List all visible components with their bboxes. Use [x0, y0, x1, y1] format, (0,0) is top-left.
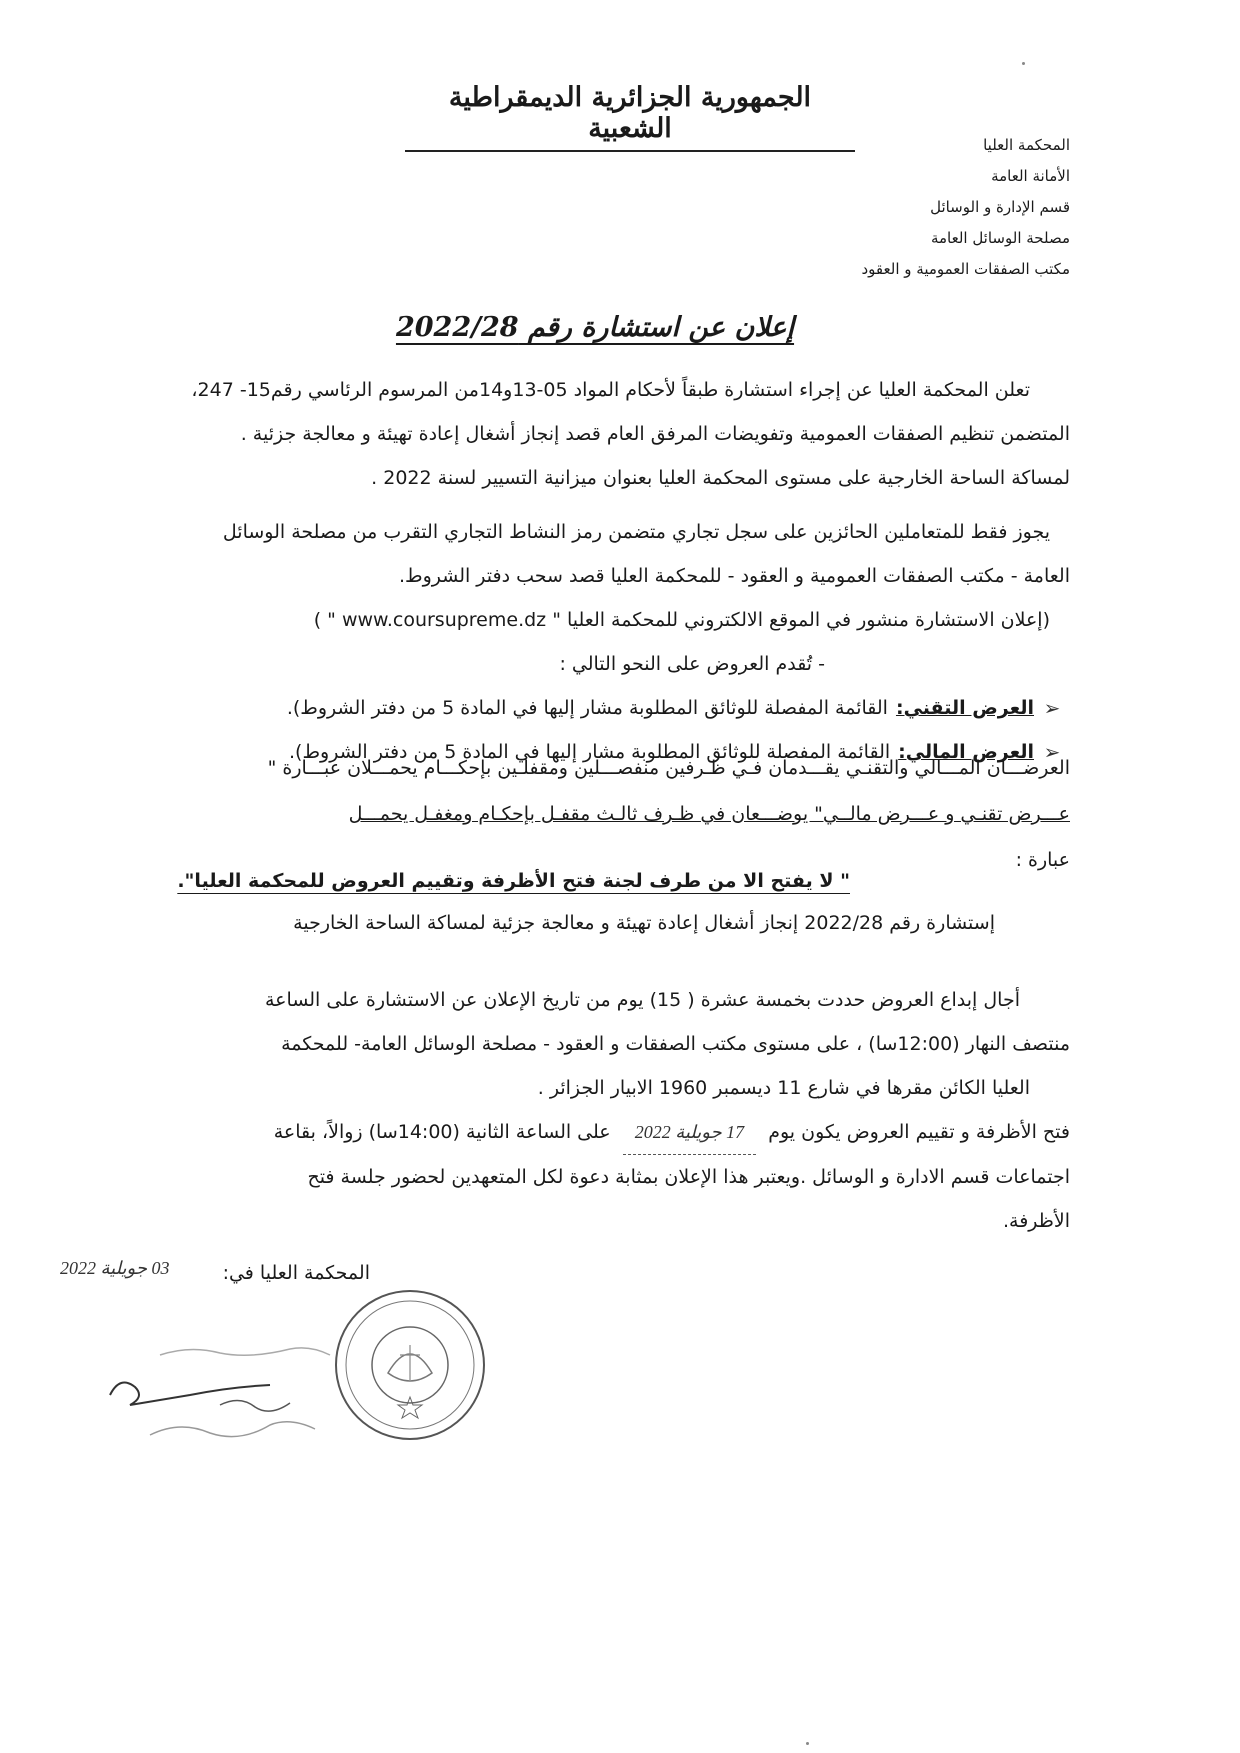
republic-heading: الجمهورية الجزائرية الديمقراطية الشعبية: [405, 82, 855, 152]
pointer-arrow-icon: ➢: [1043, 740, 1061, 764]
offer-text: القائمة المفصلة للوثائق المطلوبة مشار إليها في المادة 5 من دفتر الشروط).: [289, 741, 891, 763]
org-line: مكتب الصفقات العمومية و العقود: [861, 260, 1070, 278]
envelopes-line: عـــرض تقنـي و عـــرض مالــي" يوضـــعان في ظـرف ثالـث مقفـل بإحكـام ومغفـل يحمـــل: [348, 803, 1070, 825]
scan-speck: [1022, 62, 1025, 65]
publication-text: (إعلان الاستشارة منشور في الموقع الالكتروني للمحكمة العليا " www.coursupreme.dz " ): [313, 609, 1050, 631]
signoff-place: المحكمة العليا في:: [222, 1262, 370, 1284]
opening-text: فتح الأظرفة و تقييم العروض يكون يوم: [768, 1121, 1070, 1143]
deadline-line: أجال إبداع العروض حددت بخمسة عشرة ( 15) يوم من تاريخ الإعلان عن الاستشارة على الساعة: [265, 989, 1020, 1011]
consultation-subject: إستشارة رقم 2022/28 إنجاز أشغال إعادة تهيئة و معالجة جزئية لمساكة الساحة الخارجية: [293, 912, 995, 934]
handwritten-opening-date: 17 جويلية 2022: [623, 1110, 756, 1155]
eligibility-paragraph: [140, 510, 1070, 598]
envelope-inscription: " لا يفتح الا من طرف لجنة فتح الأظرفة وتقييم العروض للمحكمة العليا".: [177, 870, 850, 892]
intro-line: تعلن المحكمة العليا عن إجراء استشارة طبقاً لأحكام المواد 05-13و14من المرسوم الرئاسي رقم15- 247،: [191, 379, 1030, 401]
opening-line: اجتماعات قسم الادارة و الوسائل .ويعتبر هذا الإعلان بمثابة دعوة لكل المتعهدين لحضور جلسة فتح: [307, 1166, 1070, 1188]
org-line: المحكمة العليا: [983, 136, 1070, 154]
envelopes-line: عبارة :: [1015, 849, 1070, 871]
offer-text: القائمة المفصلة للوثائق المطلوبة مشار إليها في المادة 5 من دفتر الشروط).: [286, 697, 888, 719]
signature-icon: [100, 1325, 350, 1465]
announcement-title: إعلان عن استشارة رقم 2022/28: [395, 312, 795, 343]
opening-line: [140, 1110, 1070, 1155]
eligibility-line: يجوز فقط للمتعاملين الحائزين على سجل تجاري متضمن رمز النشاط التجاري التقرب من مصلحة الوسائل: [222, 521, 1050, 543]
signoff-date: 03 جويلية 2022: [60, 1258, 170, 1278]
deadline-paragraph: [140, 978, 1070, 1110]
offers-intro: - تُقدم العروض على النحو التالي :: [559, 653, 825, 675]
scan-speck: [806, 1742, 809, 1745]
envelopes-line: العرضـــان المـــالي والتقنـي يقـــدمان فـي ظـرفين منفصـــلين ومقفلـين بإحكـــام يحمـــلان عبـــارة ": [267, 757, 1070, 779]
pointer-arrow-icon: ➢: [1043, 696, 1061, 720]
intro-line: لمساكة الساحة الخارجية على مستوى المحكمة العليا بعنوان ميزانية التسيير لسنة 2022 .: [371, 467, 1070, 489]
org-line: مصلحة الوسائل العامة: [930, 229, 1070, 247]
official-stamp-icon: [330, 1285, 490, 1445]
opening-text: على الساعة الثانية (14:00سا) زوالاً، بقاعة: [273, 1121, 611, 1143]
envelopes-paragraph: [140, 745, 1070, 883]
intro-paragraph: [140, 368, 1070, 500]
offer-label: العرض التقني:: [895, 697, 1034, 719]
offer-label: العرض المالي:: [898, 741, 1034, 763]
opening-paragraph: [140, 1110, 1070, 1243]
org-line: قسم الإدارة و الوسائل: [930, 198, 1070, 216]
organization-block: [862, 130, 1071, 285]
deadline-line: منتصف النهار (12:00سا) ، على مستوى مكتب الصفقات و العقود - مصلحة الوسائل العامة- للمحكمة: [281, 1033, 1070, 1055]
offer-item: [140, 686, 1070, 730]
publication-note: [140, 598, 1070, 642]
deadline-line: العليا الكائن مقرها في شارع 11 ديسمبر 1960 الابيار الجزائر .: [537, 1077, 1030, 1099]
eligibility-line: العامة - مكتب الصفقات العمومية و العقود - للمحكمة العليا قصد سحب دفتر الشروط.: [398, 565, 1070, 587]
opening-line: الأظرفة.: [1002, 1210, 1070, 1232]
org-line: الأمانة العامة: [991, 167, 1070, 185]
intro-line: المتضمن تنظيم الصفقات العمومية وتفويضات المرفق العام قصد إنجاز أشغال إعادة تهيئة و معالجة جزئية .: [240, 423, 1070, 445]
